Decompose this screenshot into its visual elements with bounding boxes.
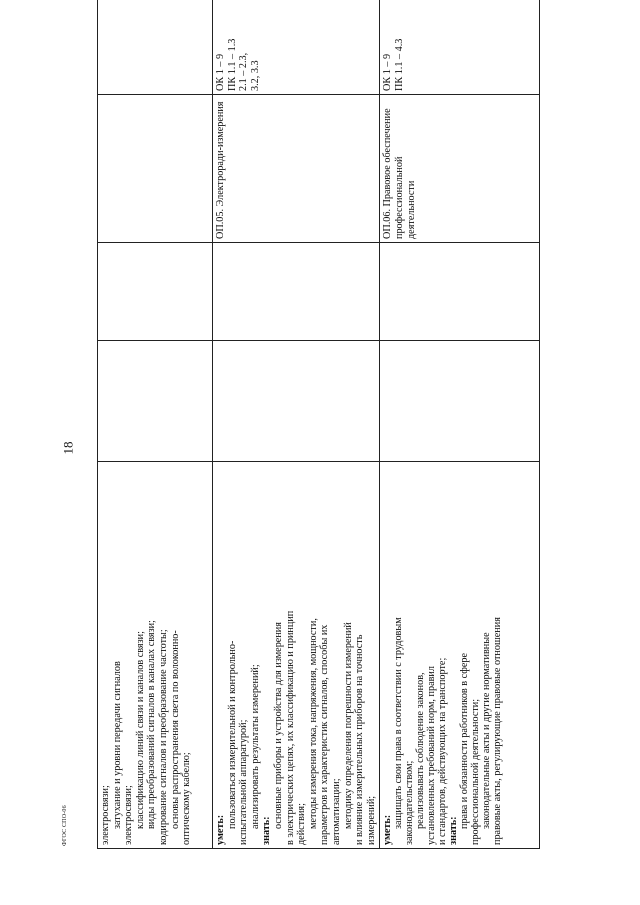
section-heading: знать: bbox=[448, 816, 460, 845]
competency-cell: ОК 1 – 9 ПК 1.1 – 4.3 bbox=[380, 0, 540, 95]
content-line: реализовывать соблюдение законов, bbox=[415, 672, 427, 829]
discipline-cell: ОП.06. Правовое обеспечение профессиональной деятельности bbox=[380, 95, 540, 243]
content-line: основы распространения света по волоконно- bbox=[169, 630, 181, 829]
content-line: профессиональной деятельности; bbox=[470, 698, 482, 845]
content-line: электросвязи; bbox=[100, 785, 111, 845]
content-line: основные приборы и устройства для измерения bbox=[272, 622, 284, 829]
content-line: испытательной аппаратурой; bbox=[238, 719, 250, 845]
content-line: правовые акты, регулирующие правовые отношения bbox=[492, 617, 504, 845]
content-line: оптическому кабелю; bbox=[181, 752, 193, 845]
table-row bbox=[380, 0, 540, 849]
rotated-table-wrapper bbox=[97, 35, 504, 849]
page-number: 18 bbox=[60, 441, 76, 455]
content-line: права и обязанности работников в сфере bbox=[459, 652, 471, 829]
content-line: пользоваться измерительной и контрольно- bbox=[226, 640, 238, 829]
content-line: измерений; bbox=[365, 795, 377, 845]
content-line: параметров и характеристик сигналов, способы их bbox=[319, 624, 331, 845]
empty-cell bbox=[98, 341, 213, 462]
table-row bbox=[213, 0, 380, 849]
content-cell bbox=[213, 462, 380, 849]
content-line: и стандартов, действующих на транспорте; bbox=[437, 657, 449, 845]
section-heading: уметь: bbox=[215, 814, 226, 845]
content-line: классификацию линий связи и каналов связи; bbox=[134, 631, 146, 829]
content-line: законодательством; bbox=[404, 760, 416, 845]
section-heading: уметь: bbox=[382, 814, 394, 845]
content-line: действия; bbox=[296, 803, 308, 845]
content-cell bbox=[98, 462, 213, 849]
empty-cell bbox=[380, 243, 540, 341]
content-line: защищать свои права в соответствии с трудовым bbox=[393, 617, 405, 829]
content-line: методику определения погрешности измерений bbox=[342, 622, 354, 829]
content-line: законодательные акты и другие нормативные bbox=[481, 632, 493, 829]
content-line: затухание и уровни передачи сигналов bbox=[111, 661, 123, 829]
content-line: в электрических цепях, их классификацию и принцип bbox=[284, 610, 296, 845]
content-line: анализировать результаты измерений; bbox=[249, 664, 261, 829]
competency-cell: ОК 1 – 9 ПК 1.1 – 1.3 2.1 – 2.3, 3.2, 3.3 bbox=[213, 0, 380, 95]
empty-cell bbox=[98, 243, 213, 341]
content-line: установленных требований норм, правил bbox=[426, 666, 438, 845]
content-line: и влияние измерительных приборов на точность bbox=[354, 634, 366, 845]
content-line: кодирование сигналов и преобразование частоты; bbox=[157, 629, 169, 845]
empty-cell bbox=[213, 243, 380, 341]
table-row bbox=[98, 0, 213, 849]
competency-cell bbox=[98, 0, 213, 95]
empty-cell bbox=[380, 341, 540, 462]
content-line: виды преобразований сигналов в каналах связи; bbox=[146, 620, 158, 829]
footer-code: ФГОС СПО-06 bbox=[62, 805, 68, 846]
empty-cell bbox=[213, 341, 380, 462]
discipline-cell bbox=[98, 95, 213, 243]
content-line: автоматизации; bbox=[330, 778, 342, 845]
curriculum-table bbox=[97, 0, 540, 849]
discipline-cell: ОП.05. Электроради-измерения bbox=[213, 95, 380, 243]
content-line: электросвязи; bbox=[123, 785, 135, 845]
section-heading: знать: bbox=[261, 816, 273, 845]
content-cell bbox=[380, 462, 540, 849]
content-line: методы измерения тока, напряжения, мощности, bbox=[307, 618, 319, 829]
